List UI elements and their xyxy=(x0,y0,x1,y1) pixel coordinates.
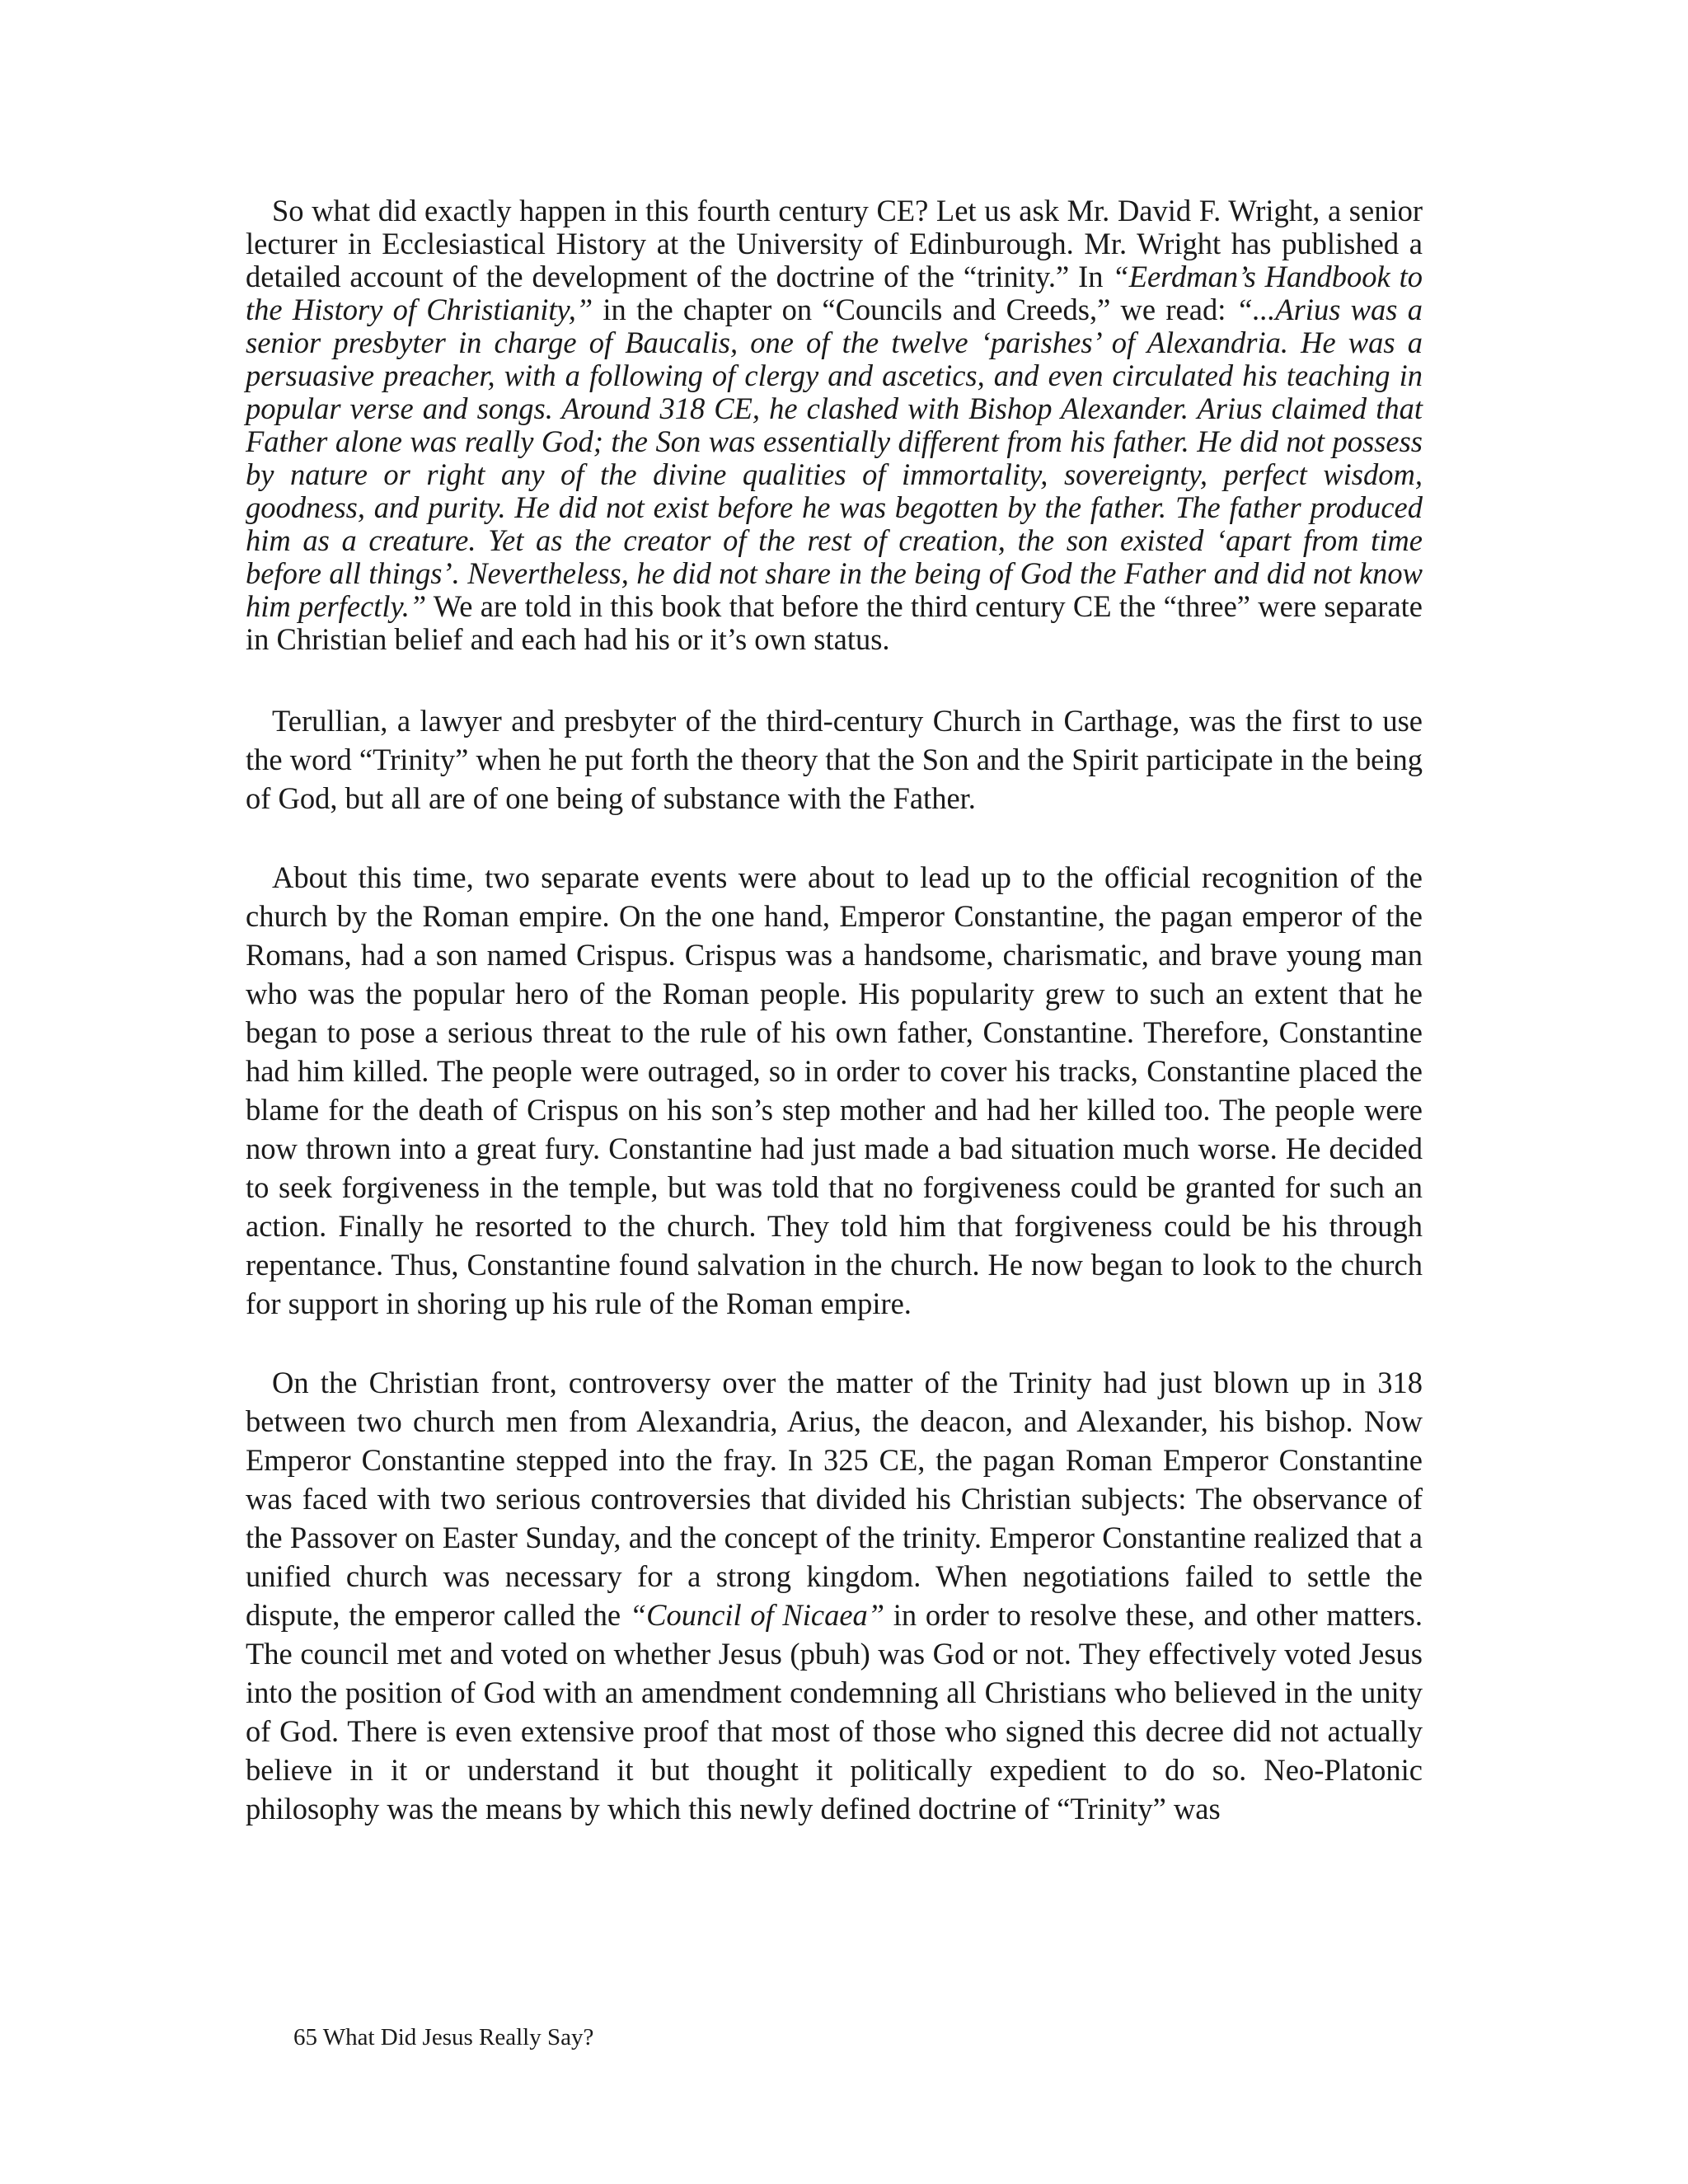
text-segment: We are told in this book that before the third century CE the “three” were separate in Christian belief and each had his or it’s own status. xyxy=(246,589,1423,656)
quotation-italic: “...Arius was a senior presbyter in charge of Baucalis, one of the twelve ‘parishes’ of Alexandria. He was a persuasive preacher, with a following of clergy and ascetics, and even circulated his teaching in popular verse and songs. Around 318 CE, he clashed with Bishop Alexander. Arius claimed that Father alone was really God; the Son was essentially different from his father. He did not possess by nature or right any of the divine qualities of immortality, sovereignty, perfect wisdom, goodness, and purity. He did not exist before he was begotten by the father. The father produced him as a creature. Yet as the creator of the rest of creation, the son existed ‘apart from time before all things’. Nevertheless, he did not share in the being of God the Father and did not know him perfectly.” xyxy=(246,293,1423,623)
page-body xyxy=(246,194,1423,1828)
council-name-italic: “Council of Nicaea” xyxy=(629,1598,885,1632)
paragraph-council-of-nicaea xyxy=(246,1363,1423,1828)
paragraph-wright-arius xyxy=(246,194,1423,656)
page-number: 65 xyxy=(293,2024,317,2050)
text-segment: About this time, two separate events were about to lead up to the official recognition of the church by the Roman empire. On the one hand, Emperor Constantine, the pagan emperor of the Romans, had a son named Crispus. Crispus was a handsome, charismatic, and brave young man who was the popular hero of the Roman people. His popularity grew to such an extent that he began to pose a serious threat to the rule of his own father, Constantine. Therefore, Constantine had him killed. The people were outraged, so in order to cover his tracks, Constantine placed the blame for the death of Crispus on his son’s step mother and had her killed too. The people were now thrown into a great fury. Constantine had just made a bad situation much worse. He decided to seek forgiveness in the temple, but was told that no forgiveness could be granted for such an action. Finally he resorted to the church. They told him that forgiveness could be his through repentance. Thus, Constantine found salvation in the church. He now began to look to the church for support in shoring up his rule of the Roman empire. xyxy=(246,860,1423,1320)
text-segment: So what did exactly happen in this fourth century CE? Let us ask Mr. David F. Wright, a senior lecturer in Ecclesiastical History at the University of Edinburough. Mr. Wright has published a detailed account of the development of the doctrine of the “trinity.” In xyxy=(246,194,1423,293)
page-footer xyxy=(293,2022,593,2052)
text-segment: in the chapter on “Councils and Creeds,” we read: xyxy=(593,293,1236,326)
paragraph-constantine-crispus xyxy=(246,858,1423,1323)
running-book-title: What Did Jesus Really Say? xyxy=(322,2024,594,2050)
text-segment: Terullian, a lawyer and presbyter of the third-century Church in Carthage, was the first to use the word “Trinity” when he put forth the theory that the Son and the Spirit participate in the being of God, but all are of one being of substance with the Father. xyxy=(246,704,1423,815)
book-title-italic: “Eerdman’s Handbook to the History of Christianity,” xyxy=(246,260,1423,326)
paragraph-terullian xyxy=(246,701,1423,818)
text-segment: in order to resolve these, and other matters. The council met and voted on whether Jesus (pbuh) was God or not. They effectively voted Jesus into the position of God with an amendment condemning all Christians who believed in the unity of God. There is even extensive proof that most of those who signed this decree did not actually believe in it or understand it but thought it politically expedient to do so. Neo-Platonic philosophy was the means by which this newly defined doctrine of “Trinity” was xyxy=(246,1598,1423,1825)
text-segment: On the Christian front, controversy over the matter of the Trinity had just blown up in 318 between two church men from Alexandria, Arius, the deacon, and Alexander, his bishop. Now Emperor Constantine stepped into the fray. In 325 CE, the pagan Roman Emperor Constantine was faced with two serious controversies that divided his Christian subjects: The observance of the Passover on Easter Sunday, and the concept of the trinity. Emperor Constantine realized that a unified church was necessary for a strong kingdom. When negotiations failed to settle the dispute, the emperor called the xyxy=(246,1366,1423,1632)
